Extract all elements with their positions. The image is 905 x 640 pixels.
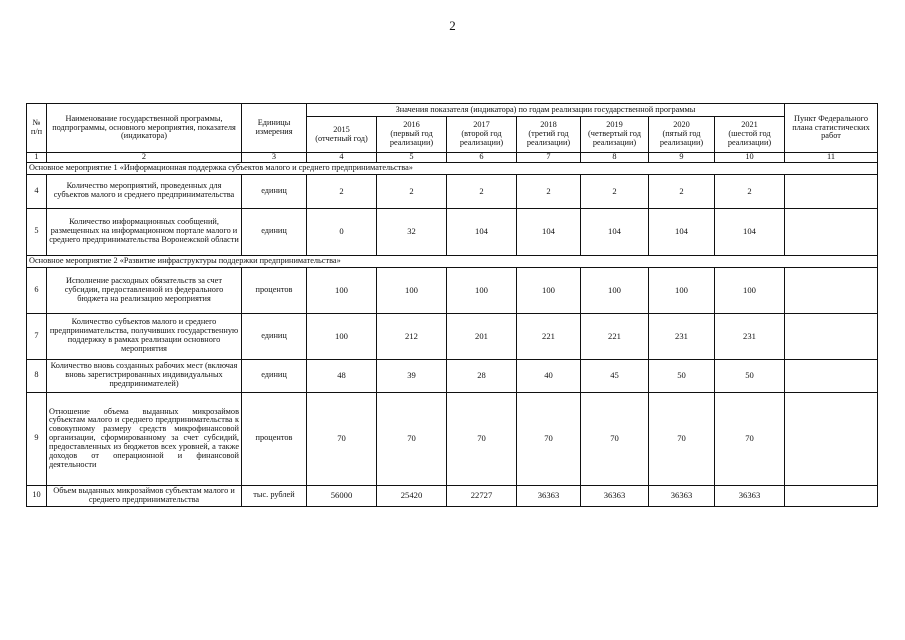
header-year-label: (отчетный год) [315,133,368,143]
indicator-value: 221 [517,313,581,359]
indicator-value: 22727 [447,485,517,506]
indicator-value: 100 [377,267,447,313]
section-title: Основное мероприятие 1 «Информационная поддержка субъектов малого и среднего предпринимательства» [27,162,878,174]
indicator-name: Количество информационных сообщений, размещенных на информационном портале малого и среднего предпринимательства Воронежской области [47,208,242,255]
federal-plan-item [785,313,878,359]
indicator-value: 45 [581,359,649,392]
indicator-value: 70 [307,392,377,485]
indicator-value: 40 [517,359,581,392]
row-number: 8 [27,359,47,392]
indicator-value: 212 [377,313,447,359]
indicator-name: Количество субъектов малого и среднего предпринимательства, получивших государственную поддержку в рамках реализации основного мероприятия [47,313,242,359]
row-number: 9 [27,392,47,485]
indicator-value: 104 [715,208,785,255]
header-year-2021 [715,117,785,153]
indicator-value: 100 [307,267,377,313]
column-number: 3 [242,153,307,163]
indicator-value: 2 [517,174,581,208]
row-number: 6 [27,267,47,313]
federal-plan-item [785,359,878,392]
indicator-unit: процентов [242,392,307,485]
section-title: Основное мероприятие 2 «Развитие инфраструктуры поддержки предпринимательства» [27,255,878,267]
header-year-label: (второй год реализации) [459,129,504,147]
federal-plan-item [785,267,878,313]
indicator-value: 2 [307,174,377,208]
indicator-value: 56000 [307,485,377,506]
federal-plan-item [785,392,878,485]
header-year-value: 2015 [333,124,350,134]
column-number: 7 [517,153,581,163]
page-number: 2 [449,18,456,33]
indicator-value: 100 [517,267,581,313]
row-number: 4 [27,174,47,208]
column-number: 9 [649,153,715,163]
row-number: 5 [27,208,47,255]
indicator-value: 70 [517,392,581,485]
indicator-value: 104 [649,208,715,255]
header-year-value: 2019 [606,120,623,130]
header-year-2017 [447,117,517,153]
indicator-value: 36363 [649,485,715,506]
indicator-unit: единиц [242,313,307,359]
federal-plan-item [785,485,878,506]
indicator-value: 70 [715,392,785,485]
indicator-value: 39 [377,359,447,392]
column-number: 5 [377,153,447,163]
header-units: Единицы измерения [242,104,307,153]
indicator-unit: процентов [242,267,307,313]
indicator-value: 104 [517,208,581,255]
indicator-unit: единиц [242,359,307,392]
column-number: 11 [785,153,878,163]
header-name: Наименование государственной программы, подпрограммы, основного мероприятия, показателя (индикатора) [47,104,242,153]
header-year-label: (третий год реализации) [526,129,571,147]
header-year-label: (четвертый год реализации) [588,129,641,147]
indicator-value: 100 [447,267,517,313]
column-number: 6 [447,153,517,163]
federal-plan-item [785,208,878,255]
column-number: 4 [307,153,377,163]
table-row [27,313,878,359]
row-number: 10 [27,485,47,506]
indicator-value: 50 [649,359,715,392]
indicator-value: 104 [447,208,517,255]
indicator-value: 2 [447,174,517,208]
column-number: 1 [27,153,47,163]
indicator-unit: тыс. рублей [242,485,307,506]
header-year-2018 [517,117,581,153]
indicator-value: 2 [581,174,649,208]
header-year-label: (шестой год реализации) [727,129,772,147]
indicator-value: 100 [715,267,785,313]
indicator-value: 36363 [715,485,785,506]
indicator-value: 2 [649,174,715,208]
indicator-value: 201 [447,313,517,359]
indicator-value: 70 [649,392,715,485]
indicator-value: 231 [649,313,715,359]
indicator-name: Объем выданных микрозаймов субъектам малого и среднего предпринимательства [47,485,242,506]
header-year-value: 2018 [540,120,557,130]
indicator-value: 100 [307,313,377,359]
table-row [27,208,878,255]
indicator-name: Отношение объема выданных микрозаймов субъектам малого и среднего предпринимательства к совокупному размеру средств микрофинансовой организации, сформированному за счет субсидий, предоставленных из бюджетов всех уровней, а также доходов от операционной и финансовой деятельности [47,392,242,485]
section-row [27,255,878,267]
header-year-2015 [307,117,377,153]
header-year-2019 [581,117,649,153]
header-values-group: Значения показателя (индикатора) по годам реализации государственной программы [307,104,785,117]
indicator-value: 50 [715,359,785,392]
header-federal-plan: Пункт Федерального плана статистических работ [785,104,878,153]
indicator-unit: единиц [242,208,307,255]
indicator-name: Исполнение расходных обязательств за счет субсидии, предоставленной из федерального бюджета на реализацию мероприятия [47,267,242,313]
indicator-value: 2 [715,174,785,208]
header-year-value: 2020 [673,120,690,130]
indicator-name: Количество вновь созданных рабочих мест (включая вновь зарегистрированных индивидуальных предпринимателей) [47,359,242,392]
column-number: 8 [581,153,649,163]
header-year-label: (пятый год реализации) [659,129,704,147]
header-year-2020 [649,117,715,153]
indicator-value: 0 [307,208,377,255]
table-row [27,174,878,208]
header-year-value: 2021 [741,120,758,130]
indicator-value: 104 [581,208,649,255]
column-numbers-row [27,153,878,163]
header-year-value: 2016 [403,120,420,130]
indicator-value: 28 [447,359,517,392]
table-row [27,485,878,506]
header-year-label: (первый год реализации) [389,129,434,147]
section-row [27,162,878,174]
indicators-table [26,103,878,507]
indicator-name: Количество мероприятий, проведенных для субъектов малого и среднего предпринимательства [47,174,242,208]
indicator-value: 231 [715,313,785,359]
indicator-value: 25420 [377,485,447,506]
federal-plan-item [785,174,878,208]
indicator-value: 70 [447,392,517,485]
table-row [27,392,878,485]
indicator-value: 70 [581,392,649,485]
header-year-2016 [377,117,447,153]
indicator-value: 2 [377,174,447,208]
indicator-unit: единиц [242,174,307,208]
indicator-value: 32 [377,208,447,255]
row-number: 7 [27,313,47,359]
column-number: 10 [715,153,785,163]
indicator-value: 100 [649,267,715,313]
table-row [27,267,878,313]
column-number: 2 [47,153,242,163]
header-year-value: 2017 [473,120,490,130]
indicator-value: 48 [307,359,377,392]
indicator-value: 36363 [517,485,581,506]
indicator-value: 70 [377,392,447,485]
indicator-value: 36363 [581,485,649,506]
indicator-value: 100 [581,267,649,313]
header-num: № п/п [27,104,47,153]
indicator-value: 221 [581,313,649,359]
table-row [27,359,878,392]
